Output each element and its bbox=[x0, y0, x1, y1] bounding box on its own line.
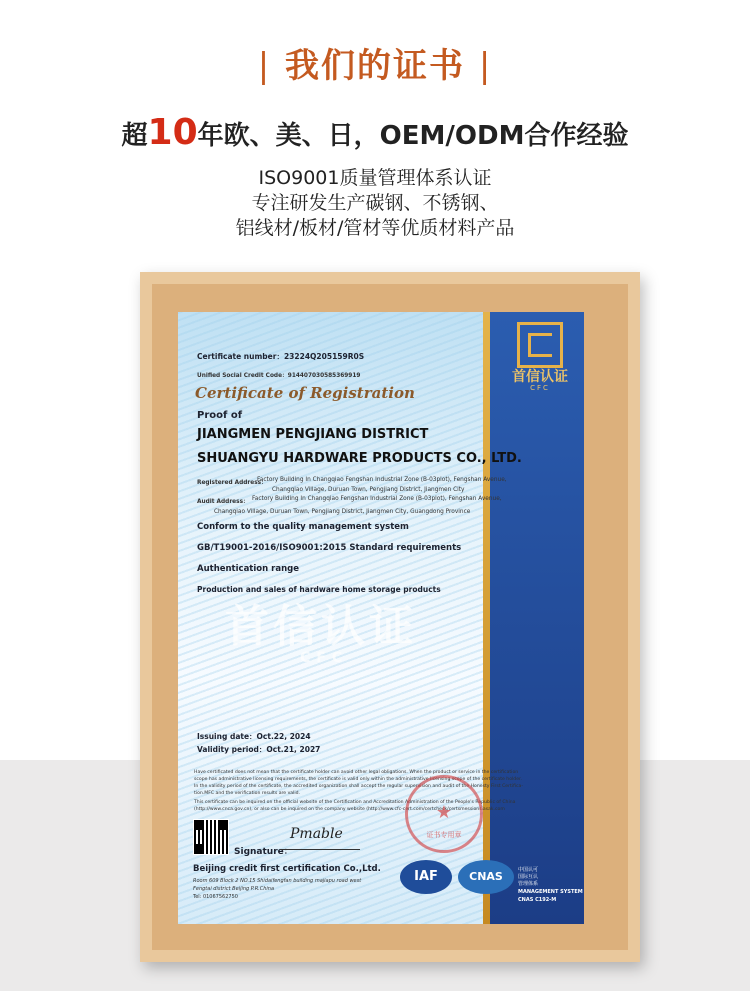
fine-print-line: (http://www.cnca.gov.cn), or also can be inquired on the company website (http://www.cfc-cert.com/certcheck/certsmessionsiasak.com bbox=[194, 807, 505, 812]
desc-line: 专注研发生产碳钢、不锈钢、 bbox=[251, 192, 499, 214]
certificate-title: Certificate of Registration bbox=[195, 384, 415, 402]
proof-of: Proof of bbox=[197, 410, 243, 421]
desc-line: 铝线材/板材/管材等优质材料产品 bbox=[235, 217, 515, 239]
page-subtitle bbox=[0, 112, 750, 153]
signature-line bbox=[280, 849, 360, 850]
issuer-tel: Tel: 01067562750 bbox=[193, 894, 238, 900]
fine-print-line: tion.MFC and the verification results are valid. bbox=[194, 791, 301, 796]
audit-address-line1: Factory Building In Changqiao Fengshan Industrial Zone (B-03plot), Fengshan Avenue, bbox=[252, 496, 502, 502]
registered-address-label: Registered Address： bbox=[197, 480, 267, 486]
title-bar-left: | bbox=[257, 46, 272, 86]
company-name-line1: JIANGMEN PENGJIANG DISTRICT bbox=[197, 427, 429, 442]
page-title bbox=[0, 38, 750, 87]
conform-text: Conform to the quality management system bbox=[197, 522, 409, 532]
cfc-logo-cn: 首信认证 bbox=[512, 369, 568, 385]
management-system-label: MANAGEMENT SYSTEM bbox=[518, 889, 583, 895]
cfc-logo-en: CFC bbox=[530, 384, 550, 392]
fine-print-line: In the validity period of the certificate, the accredited organization shall accept the regular supervision and audit of the Honesty First Certifica- bbox=[194, 784, 523, 789]
stamp-star-icon: ★ bbox=[435, 802, 453, 823]
qr-code-icon bbox=[193, 819, 229, 855]
cnas-logo: CNAS bbox=[458, 860, 514, 894]
fine-print-line: scope has administrative licensing requirements, the certificate is valid only within the administrative licensing scope of the certificate holder. bbox=[194, 777, 522, 782]
description bbox=[0, 166, 750, 241]
standard-text: GB/T19001-2016/ISO9001:2015 Standard requirements bbox=[197, 543, 462, 553]
blue-sidebar bbox=[490, 312, 584, 924]
fine-print-line: This certificate can be inquired on the official website of the Certification and Accreditation Administration of the People's Republic of China bbox=[194, 800, 516, 805]
fine-print-line: Have certificated does not mean that the certificate holder can avoid other legal obligations. When the product or service in the certification bbox=[194, 770, 519, 775]
title-text: 我们的证书 bbox=[285, 46, 465, 86]
cnas-note: 中国认可 bbox=[518, 867, 539, 873]
subtitle-suffix: 年欧、美、日，OEM/ODM合作经验 bbox=[197, 121, 629, 151]
cnas-note: 管理体系 bbox=[518, 881, 539, 887]
subtitle-prefix: 超 bbox=[121, 121, 148, 151]
registered-address-line1: Factory Building In Changqiao Fengshan Industrial Zone (B-03plot), Fengshan Avenue, bbox=[257, 477, 507, 483]
issuer-name: Beijing credit first certification Co.,Ltd. bbox=[193, 864, 381, 874]
official-stamp bbox=[405, 775, 483, 853]
signature-label: Signature： bbox=[234, 847, 293, 857]
cfc-logo-icon bbox=[517, 322, 563, 368]
certification-scope: Production and sales of hardware home storage products bbox=[197, 585, 441, 594]
desc-line: ISO9001质量管理体系认证 bbox=[258, 167, 492, 189]
audit-address-label: Audit Address： bbox=[197, 499, 249, 505]
company-name-line2: SHUANGYU HARDWARE PRODUCTS CO., LTD. bbox=[197, 451, 522, 466]
audit-address-line2: Changqiao Village, Duruan Town, Pengjiang District, Jiangmen City, Guangdong Province bbox=[214, 509, 471, 515]
issuing-date: Issuing date：Oct.22, 2024 bbox=[197, 732, 311, 741]
subtitle-number: 10 bbox=[147, 112, 198, 153]
issuer-address-line2: Fengtai district Beijing P.R.China bbox=[193, 886, 275, 892]
watermark-en: CFC bbox=[300, 650, 349, 666]
cnas-code: CNAS C192-M bbox=[518, 897, 557, 903]
auth-range-label: Authentication range bbox=[197, 564, 299, 574]
credit-code: Unified Social Credit Code：914407030585369919 bbox=[197, 373, 361, 379]
cnas-note: 国际互认 bbox=[518, 874, 539, 880]
watermark: 首信认证 bbox=[225, 601, 417, 652]
iaf-logo: IAF bbox=[400, 860, 452, 894]
registered-address-line2: Changqiao Village, Duruan Town, Pengjiang District, Jiangmen City bbox=[272, 487, 465, 493]
cert-number: Certificate number：23224Q205159R0S bbox=[197, 352, 365, 361]
signature: Pmable bbox=[290, 826, 343, 842]
issuer-address-line1: Room 609 Block 2 NO.15 Shidaifengfan building majiapu road west bbox=[193, 878, 362, 884]
stamp-text: 证书专用章 bbox=[426, 831, 462, 839]
validity-period: Validity period：Oct.21, 2027 bbox=[197, 745, 321, 754]
title-bar-right: | bbox=[478, 46, 493, 86]
